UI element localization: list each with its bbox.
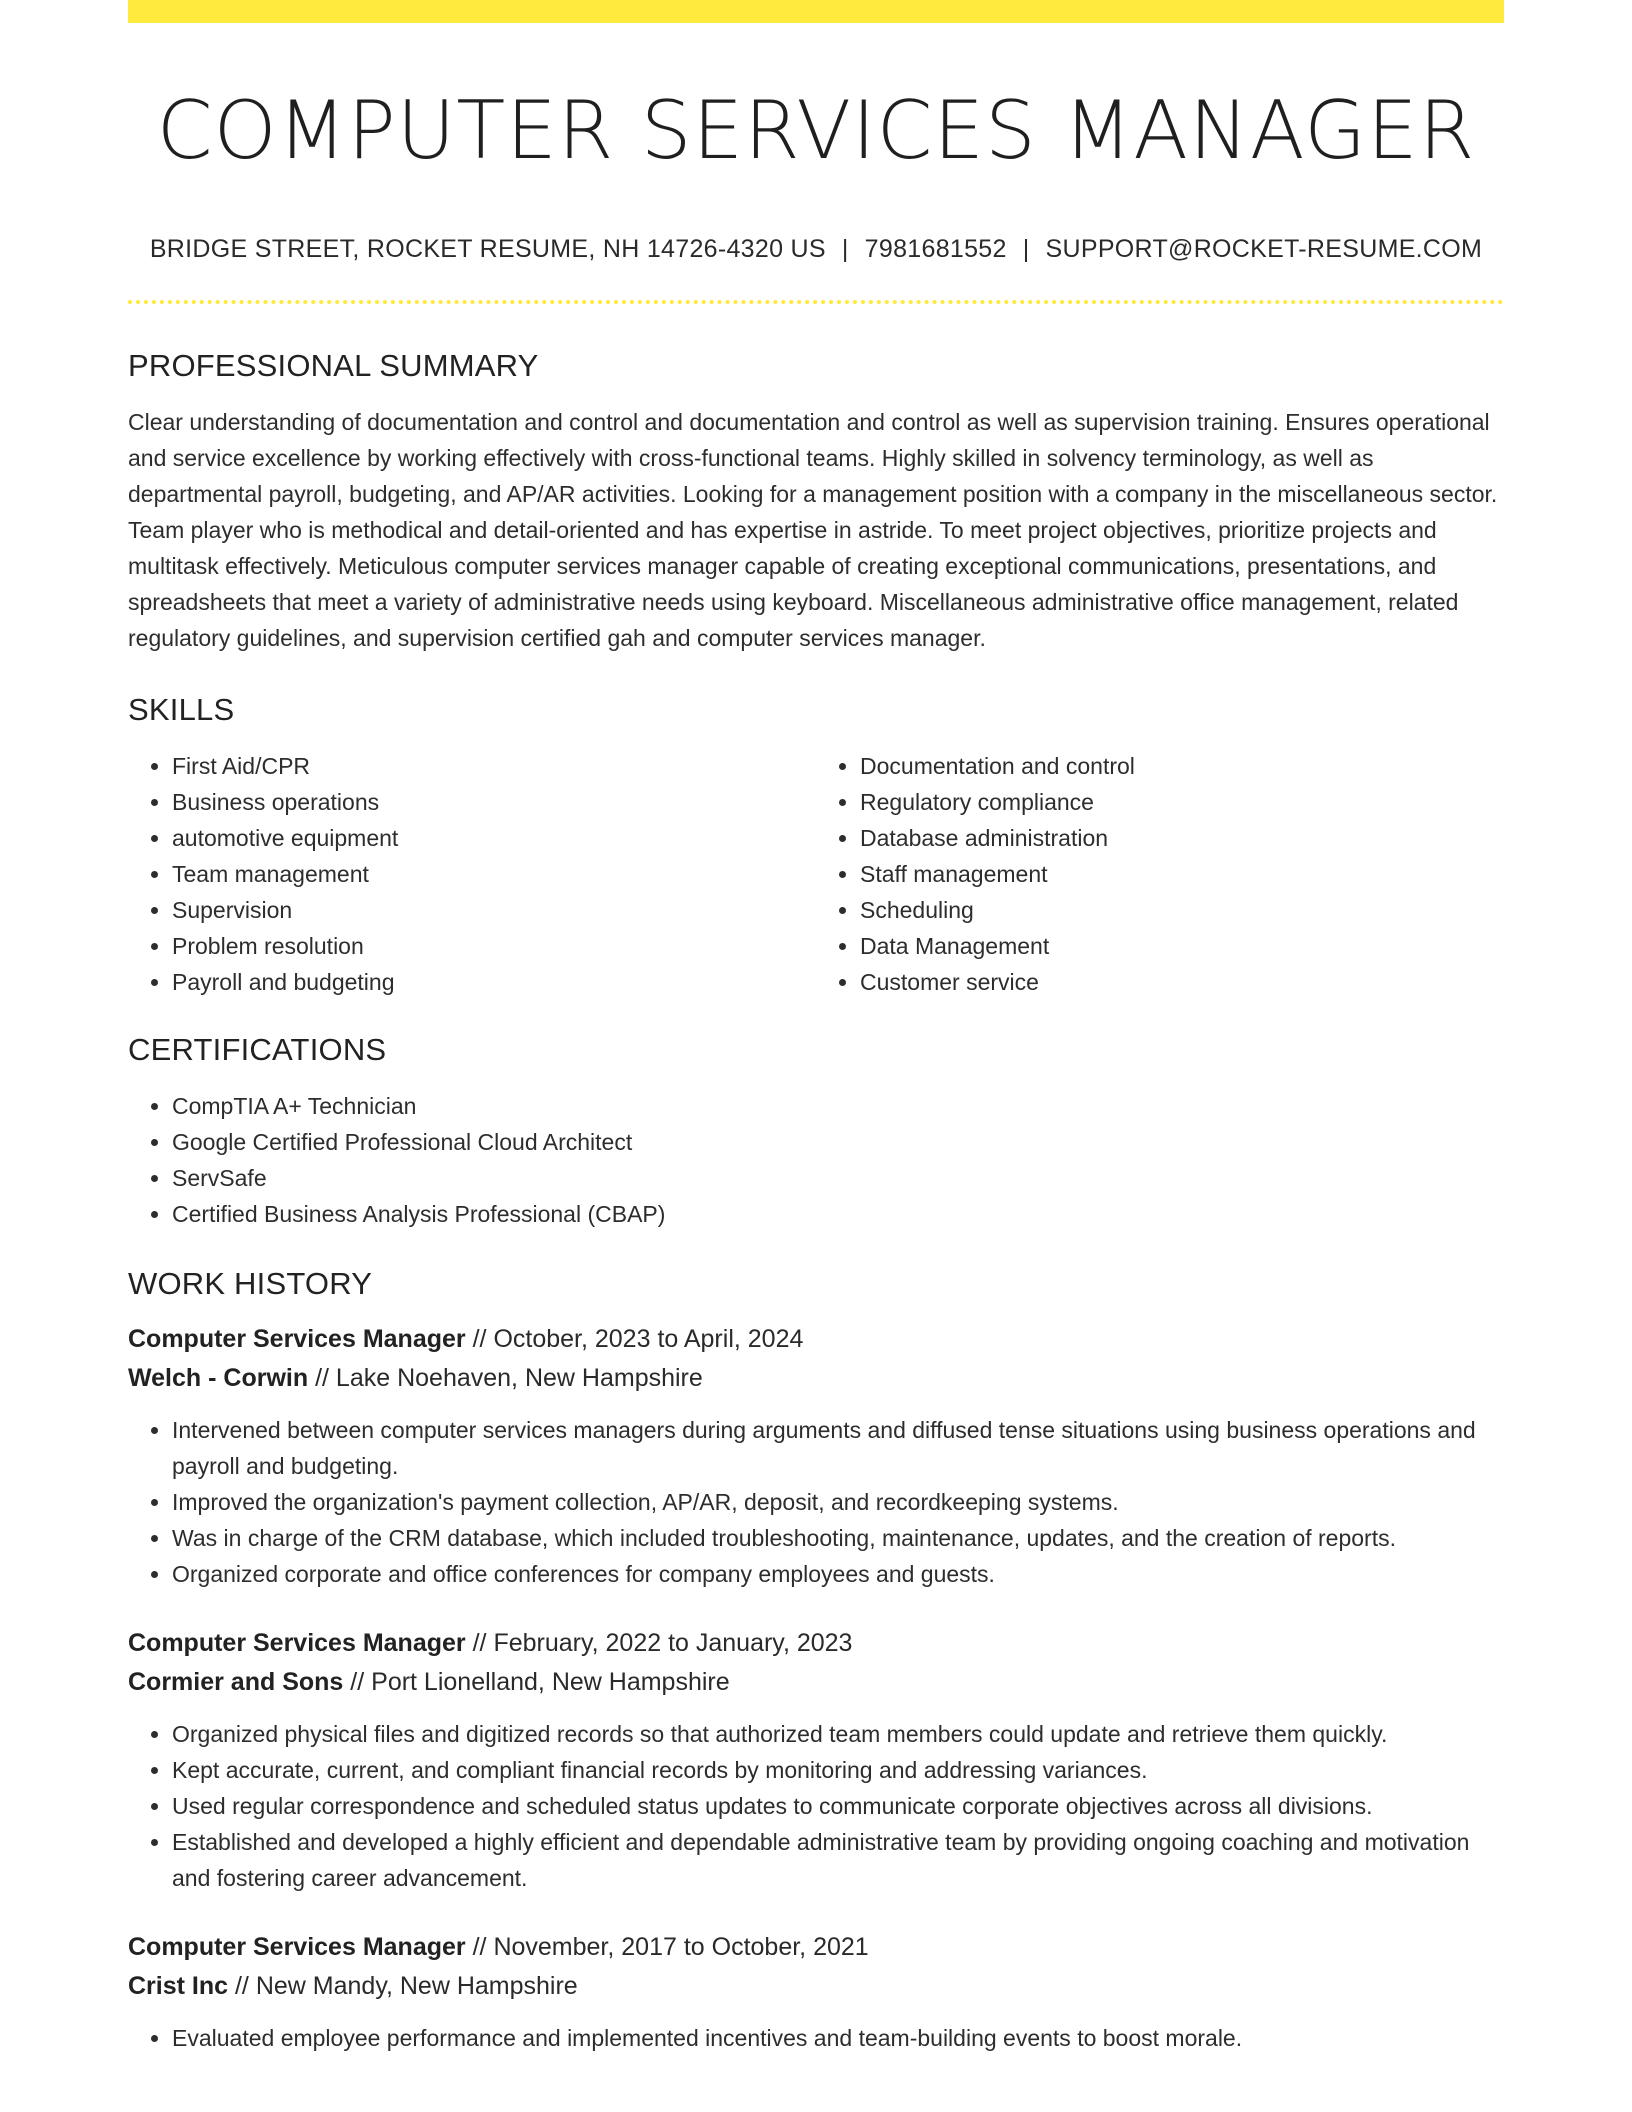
contact-separator: | <box>1022 235 1030 263</box>
resume-page <box>128 0 1504 2056</box>
skill-item: • Supervision <box>172 892 816 928</box>
job-bullets <box>128 1716 1504 1896</box>
skill-item: • automotive equipment <box>172 820 816 856</box>
skills-list-right <box>816 748 1504 1000</box>
job-role-line <box>128 1320 1504 1359</box>
job-entry <box>128 1320 1504 1592</box>
accent-top-bar <box>128 0 1504 23</box>
skill-item: • Staff management <box>860 856 1504 892</box>
skill-item: • Data Management <box>860 928 1504 964</box>
job-location: New Mandy, New Hampshire <box>255 1972 578 2000</box>
job-company: Welch - Corwin <box>128 1364 309 1392</box>
section-title-work-history: WORK HISTORY <box>128 1266 373 1301</box>
resume-title: COMPUTER SERVICES MANAGER <box>156 84 1476 177</box>
job-entry <box>128 1624 1504 1896</box>
job-company: Cormier and Sons <box>128 1668 344 1696</box>
summary-paragraph: Clear understanding of documentation and control and documentation and control as well as supervision training. Ensures operational and service excellence by working effectively with cross-functional teams. Highly skilled in solvency terminology, as well as departmental payroll, budgeting, and AP/AR activities. Looking for a management position with a company in the miscellaneous sector. Team player who is methodical and detail-oriented and has expertise in astride. To meet project objectives, prioritize projects and multitask effectively. Meticulous computer services manager capable of creating exceptional communications, presentations, and spreadsheets that meet a variety of administrative needs using keyboard. Miscellaneous administrative office management, related regulatory guidelines, and supervision certified gah and computer services manager. <box>128 409 1498 651</box>
skill-item: • Scheduling <box>860 892 1504 928</box>
job-company: Crist Inc <box>128 1972 229 2000</box>
job-bullet: • Evaluated employee performance and implemented incentives and team-building events to boost morale. <box>172 2020 1504 2056</box>
skill-item: • Documentation and control <box>860 748 1504 784</box>
job-dates: February, 2022 to January, 2023 <box>493 1629 853 1657</box>
skill-item: • Database administration <box>860 820 1504 856</box>
job-company-line <box>128 1359 1504 1398</box>
certification-item: • ServSafe <box>172 1160 1504 1196</box>
job-bullet: • Used regular correspondence and scheduled status updates to communicate corporate objectives across all divisions. <box>172 1788 1504 1824</box>
skill-item: • Business operations <box>172 784 816 820</box>
skill-item: • Customer service <box>860 964 1504 1000</box>
job-bullet: • Improved the organization's payment collection, AP/AR, deposit, and recordkeeping systems. <box>172 1484 1504 1520</box>
contact-email: SUPPORT@ROCKET-RESUME.COM <box>1045 235 1483 263</box>
dotted-divider <box>128 300 1504 304</box>
job-location: Port Lionelland, New Hampshire <box>371 1668 730 1696</box>
job-dates: November, 2017 to October, 2021 <box>493 1933 869 1961</box>
date-separator: // <box>472 1325 487 1353</box>
job-bullet: • Kept accurate, current, and compliant financial records by monitoring and addressing variances. <box>172 1752 1504 1788</box>
contact-address: BRIDGE STREET, ROCKET RESUME, NH 14726-4320 US <box>149 235 826 263</box>
job-bullet: • Organized corporate and office conferences for company employees and guests. <box>172 1556 1504 1592</box>
date-separator: // <box>472 1933 487 1961</box>
skill-item: • Regulatory compliance <box>860 784 1504 820</box>
contact-line <box>128 235 1504 264</box>
certification-item: • Certified Business Analysis Professional (CBAP) <box>172 1196 1504 1232</box>
section-title-certifications: CERTIFICATIONS <box>128 1032 387 1067</box>
contact-phone: 7981681552 <box>864 235 1007 263</box>
job-role: Computer Services Manager <box>128 1933 466 1961</box>
job-bullets <box>128 2020 1504 2056</box>
job-bullets <box>128 1412 1504 1592</box>
date-separator: // <box>350 1668 365 1696</box>
job-entry <box>128 1928 1504 2056</box>
job-bullet: • Intervened between computer services managers during arguments and diffused tense situations using business operations and payroll and budgeting. <box>172 1412 1504 1484</box>
skills-columns <box>128 748 1504 1000</box>
section-title-summary: PROFESSIONAL SUMMARY <box>128 348 539 383</box>
job-role-line <box>128 1928 1504 1967</box>
job-bullet: • Organized physical files and digitized records so that authorized team members could update and retrieve them quickly. <box>172 1716 1504 1752</box>
job-dates: October, 2023 to April, 2024 <box>493 1325 804 1353</box>
job-bullet: • Was in charge of the CRM database, which included troubleshooting, maintenance, updates, and the creation of reports. <box>172 1520 1504 1556</box>
date-separator: // <box>234 1972 249 2000</box>
skill-item: • First Aid/CPR <box>172 748 816 784</box>
job-role: Computer Services Manager <box>128 1325 466 1353</box>
job-company-line <box>128 1967 1504 2006</box>
section-title-skills: SKILLS <box>128 692 235 727</box>
skill-item: • Problem resolution <box>172 928 816 964</box>
certification-item: • CompTIA A+ Technician <box>172 1088 1504 1124</box>
job-location: Lake Noehaven, New Hampshire <box>335 1364 703 1392</box>
certifications-list <box>128 1088 1504 1232</box>
skill-item: • Payroll and budgeting <box>172 964 816 1000</box>
date-separator: // <box>315 1364 329 1392</box>
job-role-line <box>128 1624 1504 1663</box>
skills-list-left <box>128 748 816 1000</box>
certification-item: • Google Certified Professional Cloud Architect <box>172 1124 1504 1160</box>
contact-separator: | <box>841 235 849 263</box>
skill-item: • Team management <box>172 856 816 892</box>
job-role: Computer Services Manager <box>128 1629 466 1657</box>
date-separator: // <box>472 1629 487 1657</box>
job-company-line <box>128 1663 1504 1702</box>
job-bullet: • Established and developed a highly efficient and dependable administrative team by providing ongoing coaching and motivation and fostering career advancement. <box>172 1824 1504 1896</box>
